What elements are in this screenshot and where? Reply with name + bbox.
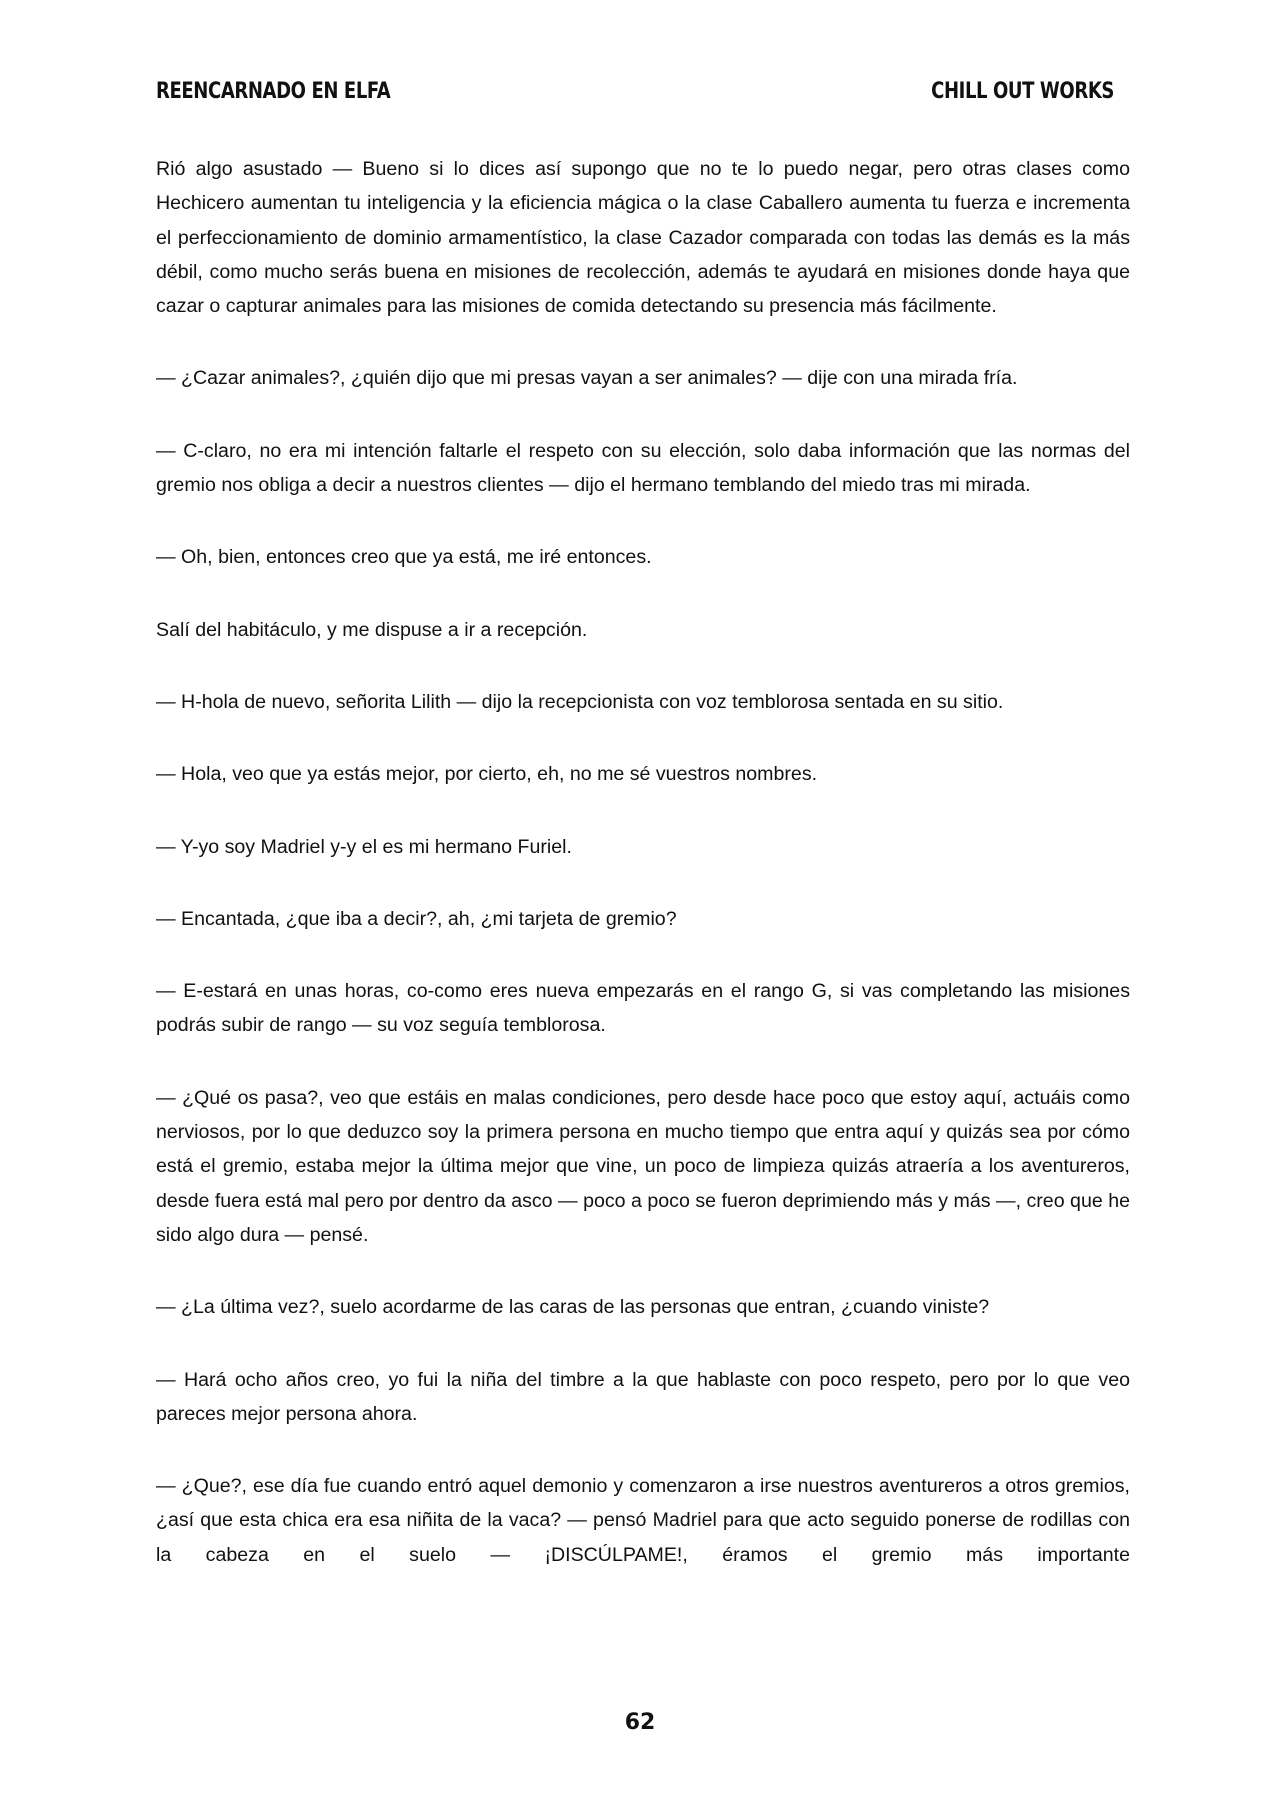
page-body: [156, 152, 1130, 1610]
page-header: [156, 76, 1114, 106]
page-number: 62: [624, 1710, 656, 1735]
paragraph: — Hola, veo que ya estás mejor, por cierto, eh, no me sé vuestros nombres.: [156, 763, 818, 786]
publisher-name: CHILL OUT WORKS: [931, 78, 1114, 104]
paragraph: — Y-yo soy Madriel y-y el es mi hermano Furiel.: [156, 835, 572, 858]
paragraph: — Oh, bien, entonces creo que ya está, me iré entonces.: [156, 546, 652, 569]
paragraph: — ¿Cazar animales?, ¿quién dijo que mi presas vayan a ser animales? — dije con una mirada fría.: [156, 367, 1018, 390]
paragraph: — E-estará en unas horas, co-como eres nueva empezarás en el rango G, si vas completando las misiones podrás subir de rango — su voz seguía temblorosa.: [156, 980, 1130, 1037]
paragraph: — ¿Que?, ese día fue cuando entró aquel demonio y comenzaron a irse nuestros aventureros a otros gremios, ¿así que esta chica era esa niñita de la vaca? — pensó Madriel para que acto seguido ponerse de rodillas con la cabeza en el suelo — ¡DISCÚLPAME!, éramos el gremio más importante: [156, 1475, 1130, 1566]
paragraph: — ¿La última vez?, suelo acordarme de las caras de las personas que entran, ¿cuando viniste?: [156, 1296, 990, 1319]
paragraph: — ¿Qué os pasa?, veo que estáis en malas condiciones, pero desde hace poco que estoy aquí, actuáis como nerviosos, por lo que deduzco soy la primera persona en mucho tiempo que entra aquí y quizás sea por cómo está el gremio, estaba mejor la última mejor que vine, un poco de limpieza quizás atraería a los aventureros, desde fuera está mal pero por dentro da asco — poco a poco se fueron deprimiendo más y más —, creo que he sido algo dura — pensé.: [156, 1086, 1130, 1246]
paragraph: Rió algo asustado — Bueno si lo dices así supongo que no te lo puedo negar, pero otras clases como Hechicero aumentan tu inteligencia y la eficiencia mágica o la clase Caballero aumenta tu fuerza e incrementa el perfeccionamiento de dominio armamentístico, la clase Cazador comparada con todas las demás es la más débil, como mucho serás buena en misiones de recolección, además te ayudará en misiones donde haya que cazar o capturar animales para las misiones de comida detectando su presencia más fácilmente.: [156, 158, 1130, 318]
book-title: REENCARNADO EN ELFA: [156, 78, 391, 104]
paragraph: Salí del habitáculo, y me dispuse a ir a recepción.: [156, 618, 588, 641]
paragraph: — Hará ocho años creo, yo fui la niña del timbre a la que hablaste con poco respeto, pero por lo que veo pareces mejor persona ahora.: [156, 1368, 1130, 1425]
paragraph: — H-hola de nuevo, señorita Lilith — dijo la recepcionista con voz temblorosa sentada en su sitio.: [156, 690, 1004, 713]
paragraph: — C-claro, no era mi intención faltarle el respeto con su elección, solo daba información que las normas del gremio nos obliga a decir a nuestros clientes — dijo el hermano temblando del miedo tras mi mirada.: [156, 439, 1130, 497]
paragraph: — Encantada, ¿que iba a decir?, ah, ¿mi tarjeta de gremio?: [156, 907, 677, 930]
